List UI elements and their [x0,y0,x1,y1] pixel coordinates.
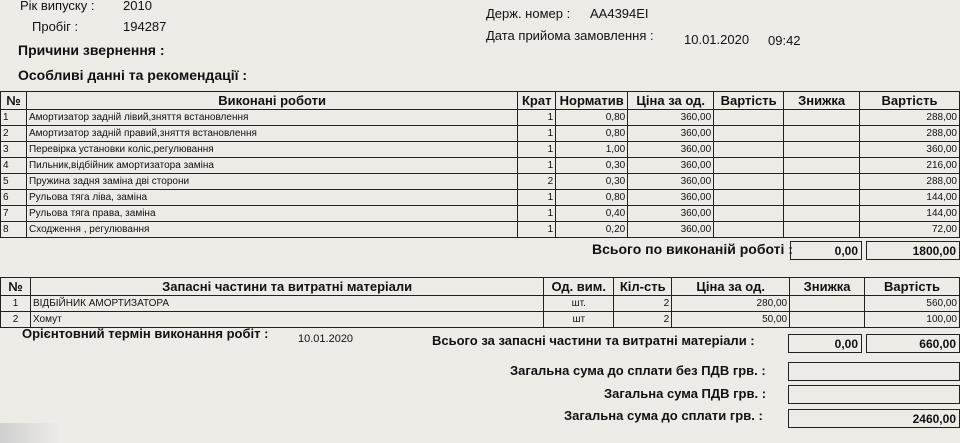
works-cell-cost [714,142,784,158]
order-time-value: 09:42 [768,33,801,48]
works-cell-discount [784,158,860,174]
works-cell-total: 144,00 [860,206,960,222]
parts-col-name: Запасні частини та витратні матеріали [30,278,543,296]
works-cell-name: Рульова тяга ліва, заміна [26,190,517,206]
works-cell-price: 360,00 [628,142,714,158]
parts-cell-total: 560,00 [865,296,960,312]
parts-cell-unit: шт [544,312,614,328]
works-header-row [1,92,960,110]
works-total-value: 1800,00 [866,241,960,260]
works-cell-krat: 1 [518,110,556,126]
works-cell-norm: 0,20 [556,222,628,238]
works-cell-cost [714,206,784,222]
parts-cell-no: 1 [1,296,31,312]
works-cell-discount [784,206,860,222]
summary-vat-label: Загальна сума ПДВ грв. : [604,386,767,401]
parts-col-no: № [1,278,31,296]
works-cell-price: 360,00 [628,110,714,126]
summary-total-value: 2460,00 [788,409,960,428]
parts-cell-qty: 2 [614,312,672,328]
works-cell-no: 8 [1,222,27,238]
works-cell-name: Сходження , регулювання [26,222,517,238]
parts-total-value: 660,00 [866,334,960,353]
parts-cell-no: 2 [1,312,31,328]
works-cell-norm: 0,30 [556,174,628,190]
works-cell-price: 360,00 [628,206,714,222]
mileage-label: Пробіг : [32,19,79,34]
works-cell-price: 360,00 [628,126,714,142]
works-cell-norm: 0,40 [556,206,628,222]
parts-total-discount: 0,00 [788,334,862,353]
reasons-label: Причини звернення : [18,42,165,58]
works-row [1,158,960,174]
works-cell-no: 4 [1,158,27,174]
works-cell-total: 288,00 [860,110,960,126]
parts-total-label: Всього за запасні частини та витратні матеріали : [432,333,755,348]
works-cell-norm: 0,80 [556,126,628,142]
plate-value: AA4394EI [590,6,649,21]
works-cell-no: 5 [1,174,27,190]
works-col-name: Виконані роботи [26,92,517,110]
year-label: Рік випуску : [20,0,95,13]
summary-vat-value [788,385,960,404]
parts-cell-discount [790,312,865,328]
parts-header-row [1,278,960,296]
works-total-discount: 0,00 [790,241,862,260]
works-cell-norm: 1,00 [556,142,628,158]
works-cell-total: 216,00 [860,158,960,174]
works-cell-discount [784,126,860,142]
works-cell-krat: 1 [518,222,556,238]
works-cell-krat: 1 [518,190,556,206]
works-cell-krat: 1 [518,206,556,222]
works-cell-name: Пружина задня заміна дві сторони [26,174,517,190]
works-cell-norm: 0,80 [556,190,628,206]
page-shadow [0,423,60,443]
works-cell-discount [784,222,860,238]
parts-col-total: Вартість [865,278,960,296]
parts-col-price: Ціна за од. [672,278,790,296]
works-row [1,110,960,126]
works-cell-cost [714,110,784,126]
parts-row [1,296,960,312]
works-cell-no: 3 [1,142,27,158]
parts-cell-qty: 2 [614,296,672,312]
works-cell-total: 288,00 [860,126,960,142]
works-cell-no: 6 [1,190,27,206]
works-cell-name: Амортизатор задній лівий,зняття встановлення [26,110,517,126]
parts-cell-discount [790,296,865,312]
works-cell-krat: 2 [518,174,556,190]
parts-cell-unit: шт. [544,296,614,312]
works-cell-cost [714,126,784,142]
works-cell-discount [784,142,860,158]
parts-col-qty: Кіл-сть [614,278,672,296]
works-cell-total: 360,00 [860,142,960,158]
summary-total-label: Загальна сума до сплати грв. : [564,408,763,423]
summary-no-vat-label: Загальна сума до сплати без ПДВ грв. : [510,363,766,378]
works-cell-price: 360,00 [628,174,714,190]
works-cell-total: 72,00 [860,222,960,238]
works-cell-cost [714,158,784,174]
order-date-label: Дата прийома замовлення : [486,28,654,43]
works-cell-price: 360,00 [628,190,714,206]
works-row [1,174,960,190]
works-cell-cost [714,190,784,206]
works-col-krat: Крат [518,92,556,110]
works-col-no: № [1,92,27,110]
works-cell-krat: 1 [518,158,556,174]
works-cell-price: 360,00 [628,222,714,238]
works-table [0,91,960,238]
works-cell-name: Перевірка установки коліс,регулювання [26,142,517,158]
deadline-value: 10.01.2020 [298,333,354,345]
works-cell-cost [714,174,784,190]
parts-cell-name: ВІДБІЙНИК АМОРТИЗАТОРА [30,296,543,312]
works-cell-total: 144,00 [860,190,960,206]
works-col-discount: Знижка [784,92,860,110]
works-cell-discount [784,190,860,206]
summary-no-vat-value [788,362,960,381]
works-cell-krat: 1 [518,142,556,158]
works-cell-no: 1 [1,110,27,126]
works-cell-price: 360,00 [628,158,714,174]
works-cell-krat: 1 [518,126,556,142]
works-col-norm: Норматив [556,92,628,110]
works-cell-discount [784,174,860,190]
parts-cell-name: Хомут [30,312,543,328]
works-col-total: Вартість [860,92,960,110]
notes-label: Особливі данні та рекомендації : [18,67,248,83]
parts-table [0,277,960,328]
works-cell-no: 2 [1,126,27,142]
works-cell-name: Пильник,відбійник амортизатора заміна [26,158,517,174]
works-row [1,126,960,142]
works-cell-total: 288,00 [860,174,960,190]
works-cell-no: 7 [1,206,27,222]
works-row [1,206,960,222]
works-col-price: Ціна за од. [628,92,714,110]
parts-cell-price: 50,00 [672,312,790,328]
works-cell-discount [784,110,860,126]
works-row [1,142,960,158]
year-value: 2010 [123,0,152,13]
works-cell-name: Амортизатор задній правий,зняття встановлення [26,126,517,142]
works-cell-cost [714,222,784,238]
works-row [1,190,960,206]
works-col-cost: Вартість [714,92,784,110]
plate-label: Держ. номер : [486,6,571,21]
parts-cell-total: 100,00 [865,312,960,328]
order-date-value: 10.01.2020 [684,32,750,47]
works-row [1,222,960,238]
works-total-label: Всього по виконаній роботі : [592,241,793,257]
parts-col-unit: Од. вим. [544,278,614,296]
parts-cell-price: 280,00 [672,296,790,312]
works-cell-norm: 0,80 [556,110,628,126]
works-cell-norm: 0,30 [556,158,628,174]
mileage-value: 194287 [123,19,167,34]
parts-col-discount: Знижка [790,278,865,296]
deadline-label: Орієнтовний термін виконання робіт : [22,326,269,341]
works-cell-name: Рульова тяга права, заміна [26,206,517,222]
